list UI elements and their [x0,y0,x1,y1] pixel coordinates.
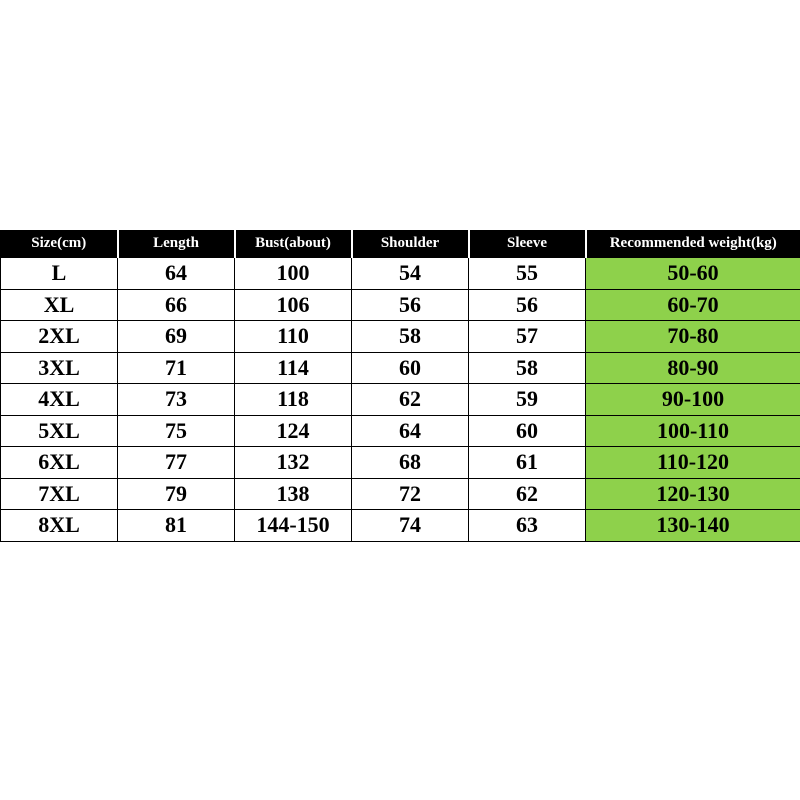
cell-length: 69 [118,321,235,353]
cell-size: 4XL [1,384,118,416]
cell-recommended-weight: 70-80 [586,321,800,353]
table-row [1,478,800,510]
cell-shoulder: 72 [352,478,469,510]
table-row [1,447,800,479]
size-chart-body [1,258,800,542]
cell-size: XL [1,289,118,321]
cell-recommended-weight: 90-100 [586,384,800,416]
header-shoulder: Shoulder [352,230,469,258]
cell-bust: 106 [235,289,352,321]
cell-sleeve: 60 [469,415,586,447]
cell-shoulder: 56 [352,289,469,321]
cell-length: 66 [118,289,235,321]
size-chart-table [0,229,800,542]
cell-size: 6XL [1,447,118,479]
cell-size: 2XL [1,321,118,353]
cell-bust: 100 [235,258,352,290]
cell-sleeve: 57 [469,321,586,353]
header-row [1,230,800,258]
cell-shoulder: 62 [352,384,469,416]
cell-length: 73 [118,384,235,416]
cell-recommended-weight: 80-90 [586,352,800,384]
table-row [1,258,800,290]
cell-size: 5XL [1,415,118,447]
table-row [1,384,800,416]
cell-shoulder: 54 [352,258,469,290]
cell-recommended-weight: 110-120 [586,447,800,479]
cell-recommended-weight: 100-110 [586,415,800,447]
cell-length: 81 [118,510,235,542]
header-sleeve: Sleeve [469,230,586,258]
cell-sleeve: 59 [469,384,586,416]
cell-bust: 124 [235,415,352,447]
cell-bust: 138 [235,478,352,510]
cell-shoulder: 60 [352,352,469,384]
cell-length: 71 [118,352,235,384]
header-length: Length [118,230,235,258]
cell-bust: 118 [235,384,352,416]
cell-bust: 110 [235,321,352,353]
cell-length: 75 [118,415,235,447]
cell-size: 8XL [1,510,118,542]
cell-recommended-weight: 130-140 [586,510,800,542]
cell-recommended-weight: 50-60 [586,258,800,290]
table-row [1,352,800,384]
cell-shoulder: 64 [352,415,469,447]
size-chart-header [1,230,800,258]
cell-sleeve: 56 [469,289,586,321]
table-row [1,415,800,447]
cell-bust: 144-150 [235,510,352,542]
header-size: Size(cm) [1,230,118,258]
cell-sleeve: 62 [469,478,586,510]
table-row [1,321,800,353]
cell-sleeve: 63 [469,510,586,542]
cell-size: L [1,258,118,290]
cell-sleeve: 58 [469,352,586,384]
cell-bust: 132 [235,447,352,479]
table-row [1,510,800,542]
header-recommended-weight: Recommended weight(kg) [586,230,800,258]
cell-shoulder: 58 [352,321,469,353]
cell-recommended-weight: 120-130 [586,478,800,510]
cell-length: 79 [118,478,235,510]
table-row [1,289,800,321]
cell-bust: 114 [235,352,352,384]
cell-shoulder: 68 [352,447,469,479]
header-bust: Bust(about) [235,230,352,258]
cell-sleeve: 55 [469,258,586,290]
cell-shoulder: 74 [352,510,469,542]
cell-size: 7XL [1,478,118,510]
cell-sleeve: 61 [469,447,586,479]
cell-length: 77 [118,447,235,479]
cell-length: 64 [118,258,235,290]
cell-size: 3XL [1,352,118,384]
cell-recommended-weight: 60-70 [586,289,800,321]
